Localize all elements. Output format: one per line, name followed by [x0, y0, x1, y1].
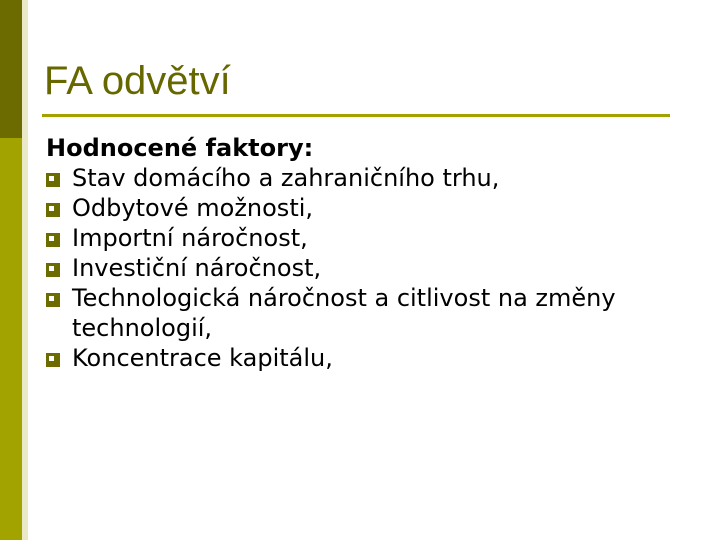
list-item-text: Koncentrace kapitálu,	[72, 344, 333, 372]
list-item	[46, 253, 686, 283]
list-item-text: Stav domácího a zahraničního trhu,	[72, 164, 500, 192]
square-bullet-icon	[46, 203, 60, 217]
square-bullet-icon	[46, 293, 60, 307]
list-item	[46, 283, 686, 343]
list-item-text: Investiční náročnost,	[72, 254, 322, 282]
list-item	[46, 163, 686, 193]
square-bullet-icon	[46, 173, 60, 187]
list-item-text: Odbytové možnosti,	[72, 194, 314, 222]
list-item-text: Technologická náročnost a citlivost na změny technologií,	[72, 284, 616, 342]
list-item-text: Importní náročnost,	[72, 224, 308, 252]
sidebar-stripe	[22, 0, 28, 540]
sidebar-light-band	[0, 138, 22, 540]
factors-heading: Hodnocené faktory:	[46, 134, 314, 162]
square-bullet-icon	[46, 233, 60, 247]
square-bullet-icon	[46, 353, 60, 367]
title-underline	[42, 114, 670, 117]
list-item	[46, 343, 686, 373]
list-item	[46, 193, 686, 223]
list-item	[46, 223, 686, 253]
slide-content	[46, 133, 686, 373]
sidebar-dark-band	[0, 0, 22, 138]
factors-list	[46, 163, 686, 373]
slide-title: FA odvětví	[44, 59, 231, 103]
square-bullet-icon	[46, 263, 60, 277]
